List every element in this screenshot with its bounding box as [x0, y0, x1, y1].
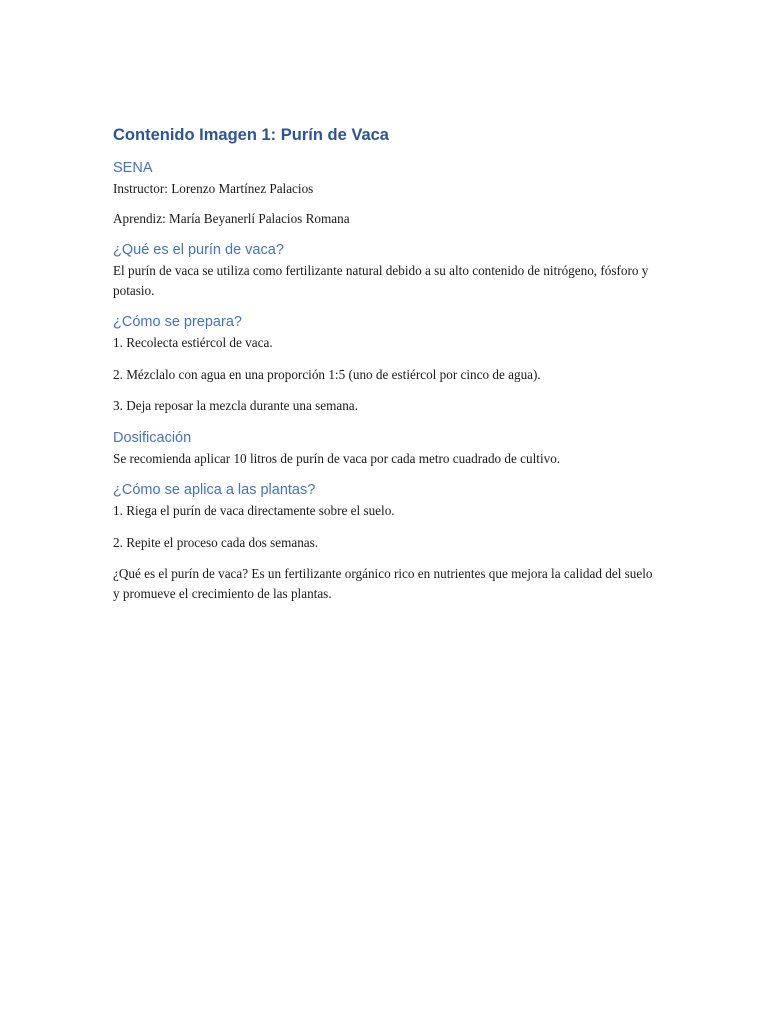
preparation-step-2: 2. Mézclalo con agua en una proporción 1:5 (uno de estiércol por cinco de agua).	[113, 366, 541, 382]
document-title: Contenido Imagen 1: Purín de Vaca	[113, 126, 389, 144]
section-heading-application: ¿Cómo se aplica a las plantas?	[113, 482, 316, 498]
section-heading-dosage: Dosificación	[113, 429, 192, 446]
application-step-2: 2. Repite el proceso cada dos semanas.	[113, 534, 319, 550]
apprentice-line: Aprendiz: María Beyanerlí Palacios Romana	[113, 210, 350, 226]
section-heading-what-is: ¿Qué es el purín de vaca?	[113, 242, 284, 258]
instructor-line: Instructor: Lorenzo Martínez Palacios	[113, 181, 314, 196]
section-what-is-paragraph: El purín de vaca se utiliza como fertilizante natural debido a su alto contenido de nitrógeno, fósforo y potasio.	[113, 263, 649, 298]
section-heading-preparation: ¿Cómo se prepara?	[113, 314, 242, 330]
application-step-1: 1. Riega el purín de vaca directamente sobre el suelo.	[113, 503, 395, 518]
preparation-step-3: 3. Deja reposar la mezcla durante una semana.	[113, 398, 358, 413]
preparation-step-1: 1. Recolecta estiércol de vaca.	[113, 335, 273, 350]
dosage-paragraph: Se recomienda aplicar 10 litros de purín de vaca por cada metro cuadrado de cultivo.	[113, 450, 561, 466]
document-page	[113, 124, 658, 615]
org-heading: SENA	[113, 160, 153, 176]
closing-paragraph: ¿Qué es el purín de vaca? Es un fertilizante orgánico rico en nutrientes que mejora la calidad del suelo y promueve el crecimiento de las plantas.	[113, 566, 653, 601]
